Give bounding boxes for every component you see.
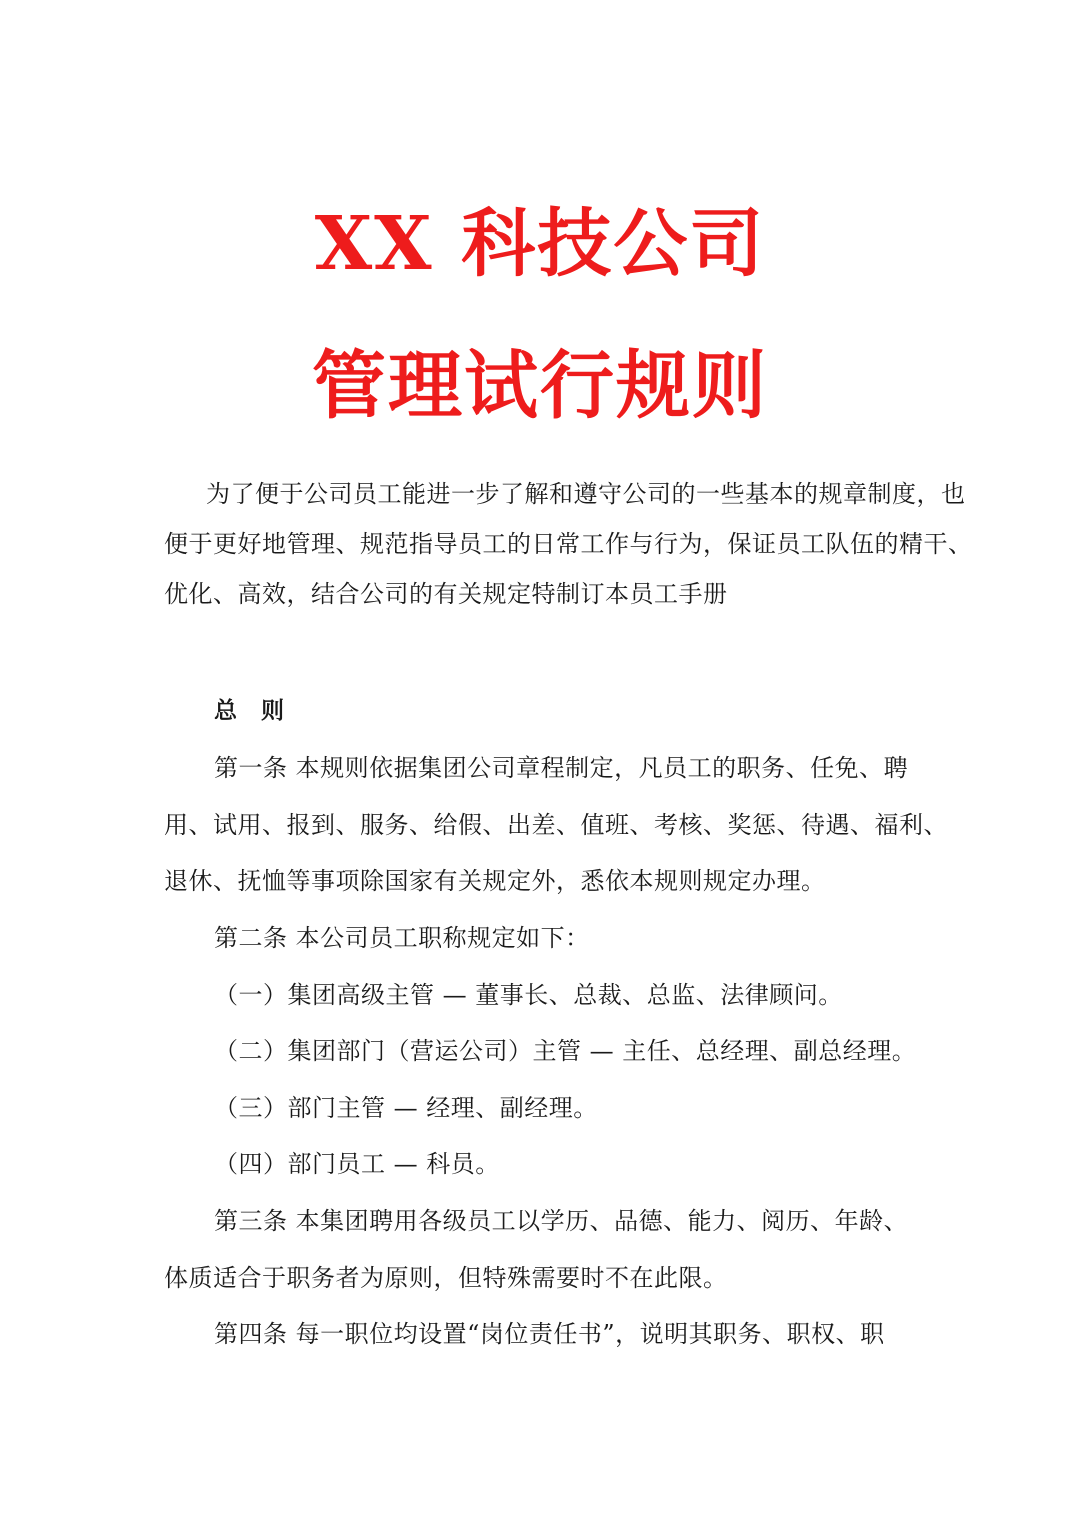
- titles-list-item-3: （三）部门主管 — 经理、副经理。: [214, 1094, 598, 1122]
- article-2-line: 第二条 本公司员工职称规定如下：: [214, 924, 590, 952]
- article-1-line-2: 用、试用、报到、服务、给假、出差、值班、考核、奖惩、待遇、福利、: [164, 811, 948, 839]
- document-title-line-2: 管理试行规则: [312, 343, 768, 429]
- titles-list-item-1: （一）集团高级主管 — 董事长、总裁、总监、法律顾问。: [214, 981, 843, 1009]
- titles-list-item-4: （四）部门员工 — 科员。: [214, 1150, 500, 1178]
- article-3-line-2: 体质适合于职务者为原则，但特殊需要时不在此限。: [164, 1264, 728, 1292]
- intro-line-3: 优化、高效，结合公司的有关规定特制订本员工手册: [164, 580, 728, 608]
- article-4-line-1: 第四条 每一职位均设置“岗位责任书”，说明其职务、职权、职: [214, 1320, 885, 1348]
- article-1-line-3: 退休、抚恤等事项除国家有关规定外，悉依本规则规定办理。: [164, 867, 826, 895]
- intro-line-1: 为了便于公司员工能进一步了解和遵守公司的一些基本的规章制度，也: [206, 480, 966, 508]
- article-3-line-1: 第三条 本集团聘用各级员工以学历、品德、能力、阅历、年龄、: [214, 1207, 909, 1235]
- titles-list-item-2: （二）集团部门（营运公司）主管 — 主任、总经理、副总经理。: [214, 1037, 917, 1065]
- article-1-line-1: 第一条 本规则依据集团公司章程制定，凡员工的职务、任免、聘: [214, 754, 909, 782]
- section-heading: 总 则: [214, 697, 293, 724]
- intro-line-2: 便于更好地管理、规范指导员工的日常工作与行为，保证员工队伍的精干、: [164, 530, 973, 558]
- document-title-line-1: XX 科技公司: [314, 201, 766, 287]
